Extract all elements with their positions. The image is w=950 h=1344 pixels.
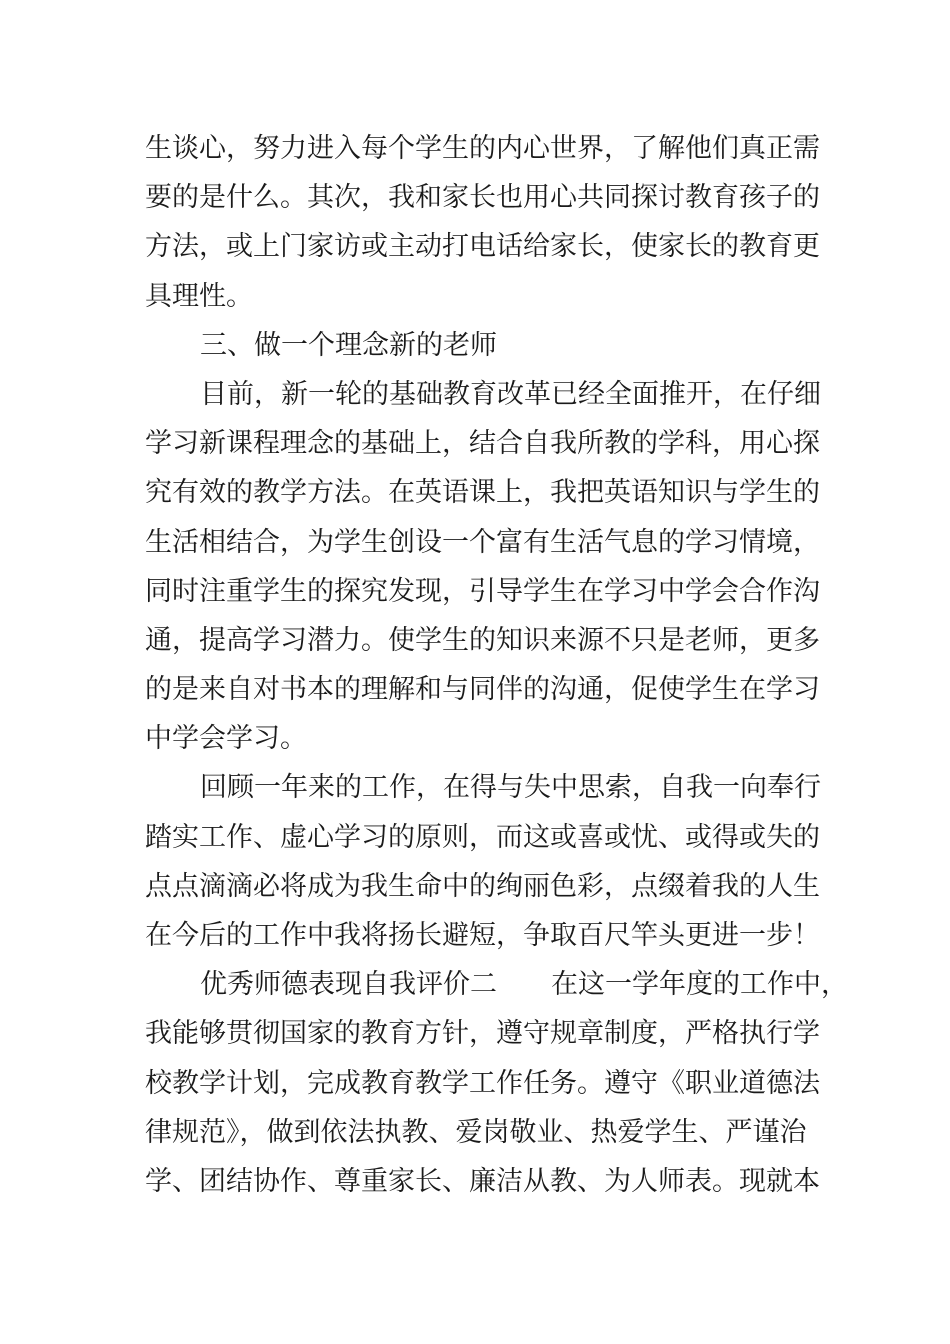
body-line: 究有效的教学方法。在英语课上，我把英语知识与学生的 <box>145 477 820 509</box>
body-line: 中学会学习。 <box>145 723 307 755</box>
section-heading-three: 三、做一个理念新的老师 <box>200 329 497 361</box>
body-line: 要的是什么。其次，我和家长也用心共同探讨教育孩子的 <box>145 182 820 214</box>
body-line: 学、团结协作、尊重家长、廉洁从教、为人师表。现就本 <box>145 1165 820 1197</box>
body-line: 方法，或上门家访或主动打电话给家长，使家长的教育更 <box>145 231 820 263</box>
body-line: 学习新课程理念的基础上，结合自我所教的学科，用心探 <box>145 428 820 460</box>
body-line: 生谈心，努力进入每个学生的内心世界，了解他们真正需 <box>145 133 820 164</box>
body-line: 我能够贯彻国家的教育方针，遵守规章制度，严格执行学 <box>145 1018 820 1050</box>
body-line: 生活相结合，为学生创设一个富有生活气息的学习情境， <box>145 526 820 558</box>
section-heading: 优秀师德表现自我评价二 <box>200 969 497 1001</box>
paragraph-start: 回顾一年来的工作，在得与失中思索，自我一向奉行 <box>200 772 821 804</box>
body-line: 的是来自对书本的理解和与同伴的沟通，促使学生在学习 <box>145 674 820 706</box>
paragraph-start: 目前，新一轮的基础教育改革已经全面推开，在仔细 <box>200 378 821 410</box>
body-line: 校教学计划，完成教育教学工作任务。遵守《职业道德法 <box>145 1067 820 1099</box>
document-body <box>145 124 848 1206</box>
section-lead: 在这一学年度的工作中， <box>551 969 848 1001</box>
body-line: 在今后的工作中我将扬长避短，争取百尺竿头更进一步！ <box>145 920 820 951</box>
body-line: 具理性。 <box>145 280 253 312</box>
body-line: 点点滴滴必将成为我生命中的绚丽色彩，点缀着我的人生 <box>145 870 820 902</box>
body-line: 通，提高学习潜力。使学生的知识来源不只是老师，更多 <box>145 624 820 656</box>
body-line: 踏实工作、虚心学习的原则，而这或喜或忧、或得或失的 <box>145 821 820 853</box>
body-line: 同时注重学生的探究发现，引导学生在学习中学会合作沟 <box>145 575 820 607</box>
section-heading-line <box>145 960 848 1009</box>
body-line: 律规范》，做到依法执教、爱岗敬业、热爱学生、严谨治 <box>145 1116 807 1148</box>
